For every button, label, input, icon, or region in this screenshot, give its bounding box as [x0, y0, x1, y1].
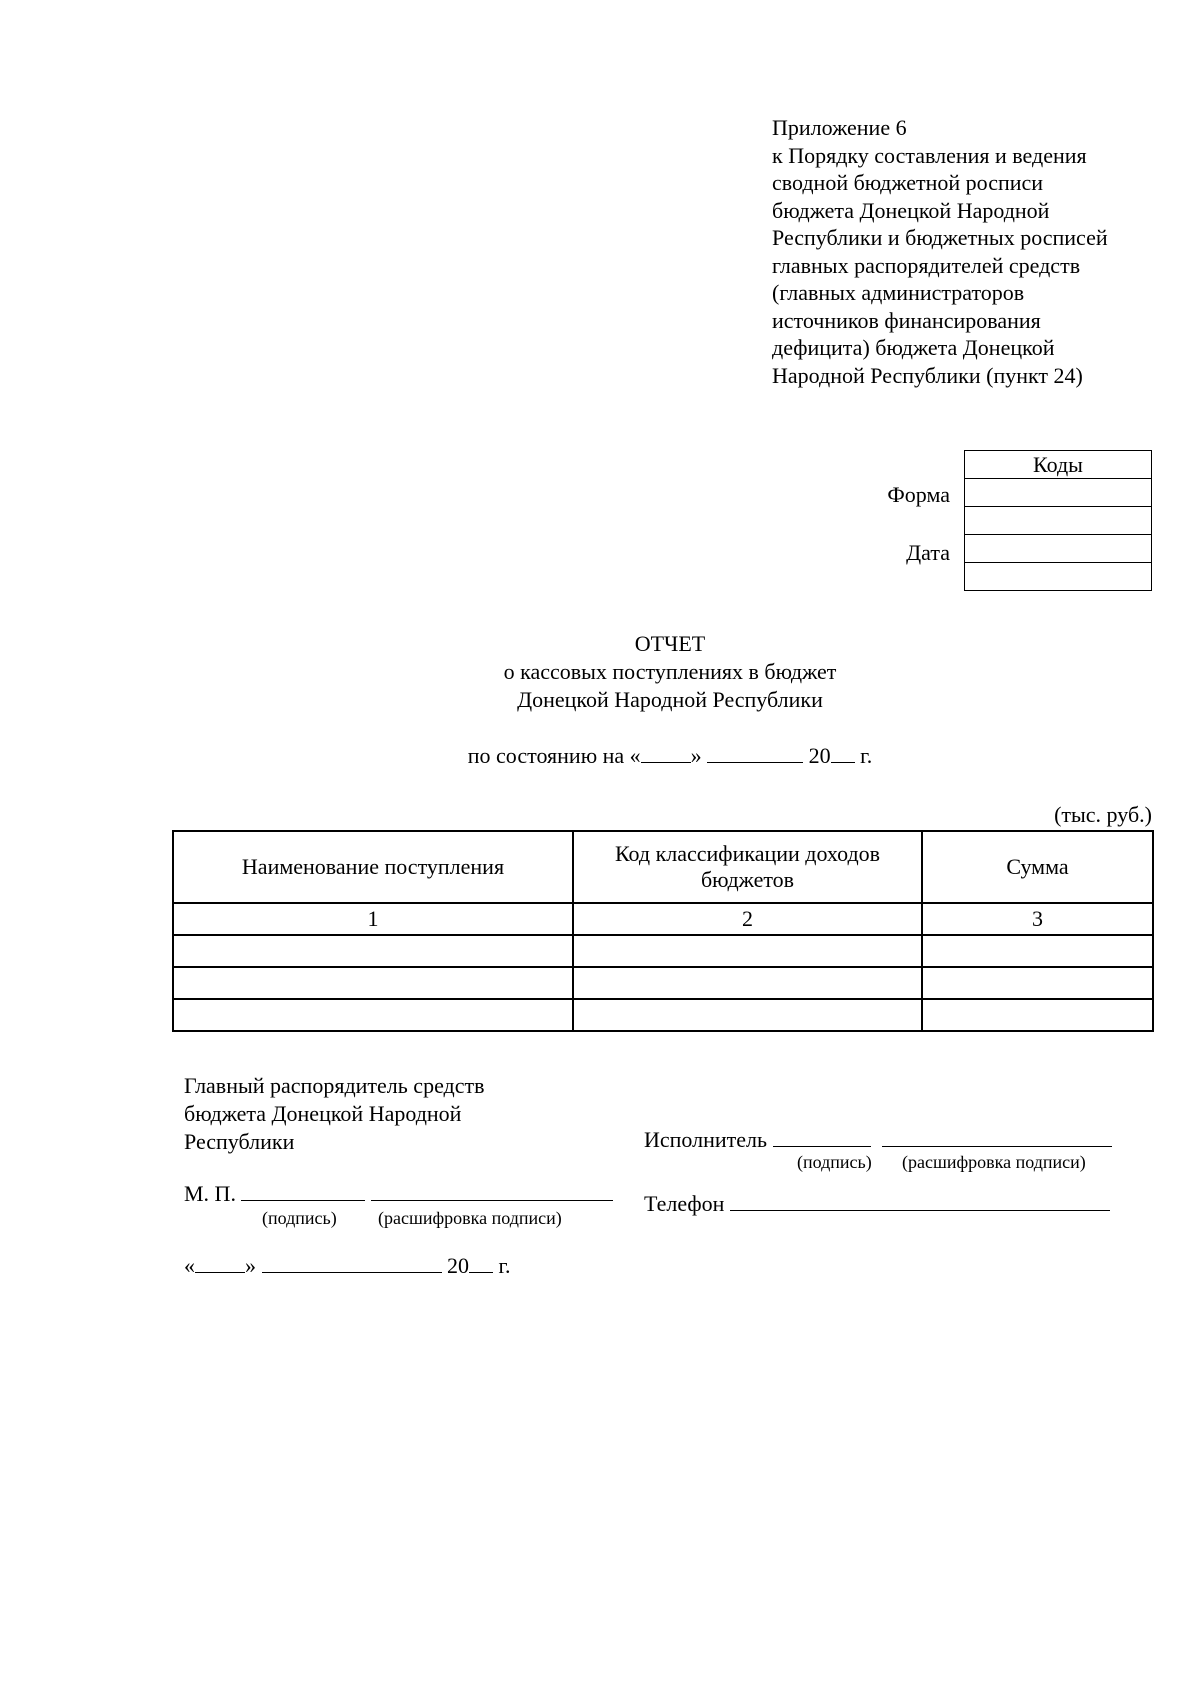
col-number: 2: [573, 903, 922, 935]
codes-header: Коды: [965, 451, 1152, 479]
report-subtitle: Донецкой Народной Республики: [517, 687, 823, 712]
signature-decode-field[interactable]: [371, 1180, 613, 1201]
appendix-line: бюджета Донецкой Народной: [772, 197, 1050, 223]
month-field[interactable]: [262, 1252, 442, 1273]
phone-label: Телефон: [644, 1191, 725, 1216]
appendix-line: Приложение 6: [772, 115, 907, 140]
year-field[interactable]: [469, 1252, 493, 1273]
codes-empty-cell[interactable]: [965, 563, 1152, 591]
table-cell[interactable]: [922, 935, 1153, 967]
col-number: 1: [173, 903, 573, 935]
appendix-line: к Порядку составления и ведения: [772, 142, 1087, 168]
date-close-quote: »: [245, 1253, 256, 1278]
signature-decode-caption: (расшифровка подписи): [378, 1208, 562, 1228]
codes-date-cell[interactable]: [965, 535, 1152, 563]
col-header-sum: Сумма: [922, 831, 1153, 903]
table-cell[interactable]: [922, 967, 1153, 999]
table-cell[interactable]: [922, 999, 1153, 1031]
table-cell[interactable]: [573, 999, 922, 1031]
report-subtitle: о кассовых поступлениях в бюджет: [503, 659, 837, 684]
executor-decode-field[interactable]: [882, 1126, 1112, 1147]
executor-decode-caption: (расшифровка подписи): [902, 1152, 1086, 1172]
date-prefix: по состоянию на «: [467, 743, 641, 768]
year-prefix: 20: [447, 1253, 469, 1278]
units-label: (тыс. руб.): [1054, 802, 1152, 827]
executor-label: Исполнитель: [644, 1127, 768, 1152]
table-row: [173, 999, 1153, 1031]
table-cell[interactable]: [573, 967, 922, 999]
table-row: [173, 967, 1153, 999]
appendix-header: [772, 114, 1162, 389]
chief-manager-line: Главный распорядитель средств: [184, 1073, 485, 1098]
table-cell[interactable]: [173, 935, 573, 967]
signature-field[interactable]: [241, 1180, 365, 1201]
table-cell[interactable]: [173, 999, 573, 1031]
appendix-line: сводной бюджетной росписи: [772, 170, 1044, 195]
year-suffix: г.: [860, 743, 873, 768]
codes-empty-cell[interactable]: [965, 507, 1152, 535]
report-date-line: [300, 742, 1040, 770]
date-mid: »: [690, 743, 702, 768]
signature-date-line: [184, 1252, 511, 1279]
executor-signature-field[interactable]: [773, 1126, 871, 1147]
chief-manager-block: [184, 1072, 485, 1156]
executor-signature-caption: (подпись): [797, 1152, 872, 1172]
codes-table: [964, 450, 1152, 591]
table-cell[interactable]: [173, 967, 573, 999]
signature-caption: (подпись): [262, 1208, 337, 1228]
table-row: [173, 935, 1153, 967]
date-label: Дата: [906, 540, 950, 565]
year-field[interactable]: [831, 742, 855, 763]
stamp-label: М. П.: [184, 1181, 236, 1206]
phone-line: [644, 1190, 1110, 1217]
appendix-line: Республики и бюджетных росписей: [772, 225, 1108, 250]
appendix-line: источников финансирования: [772, 307, 1041, 333]
stamp-signature-line: [184, 1180, 613, 1207]
report-title: ОТЧЕТ: [634, 631, 706, 656]
year-suffix: г.: [498, 1253, 511, 1278]
date-open-quote: «: [184, 1253, 195, 1278]
col-number: 3: [922, 903, 1153, 935]
receipts-table: [172, 830, 1154, 1032]
phone-field[interactable]: [730, 1190, 1110, 1211]
table-row: [173, 903, 1153, 935]
appendix-line: Народной Республики (пункт 24): [772, 362, 1083, 388]
executor-line: [644, 1126, 1112, 1153]
chief-manager-line: бюджета Донецкой Народной: [184, 1101, 462, 1126]
day-field[interactable]: [195, 1252, 245, 1273]
codes-form-cell[interactable]: [965, 479, 1152, 507]
table-cell[interactable]: [573, 935, 922, 967]
appendix-line: (главных администраторов: [772, 280, 1025, 305]
form-label: Форма: [887, 482, 950, 507]
month-field[interactable]: [707, 742, 803, 763]
appendix-line: главных распорядителей средств: [772, 252, 1081, 278]
col-header-code: Код классификации доходов бюджетов: [573, 831, 922, 903]
day-field[interactable]: [641, 742, 691, 763]
chief-manager-line: Республики: [184, 1129, 295, 1154]
appendix-line: дефицита) бюджета Донецкой: [772, 335, 1055, 360]
col-header-name: Наименование поступления: [173, 831, 573, 903]
year-prefix: 20: [808, 743, 831, 768]
